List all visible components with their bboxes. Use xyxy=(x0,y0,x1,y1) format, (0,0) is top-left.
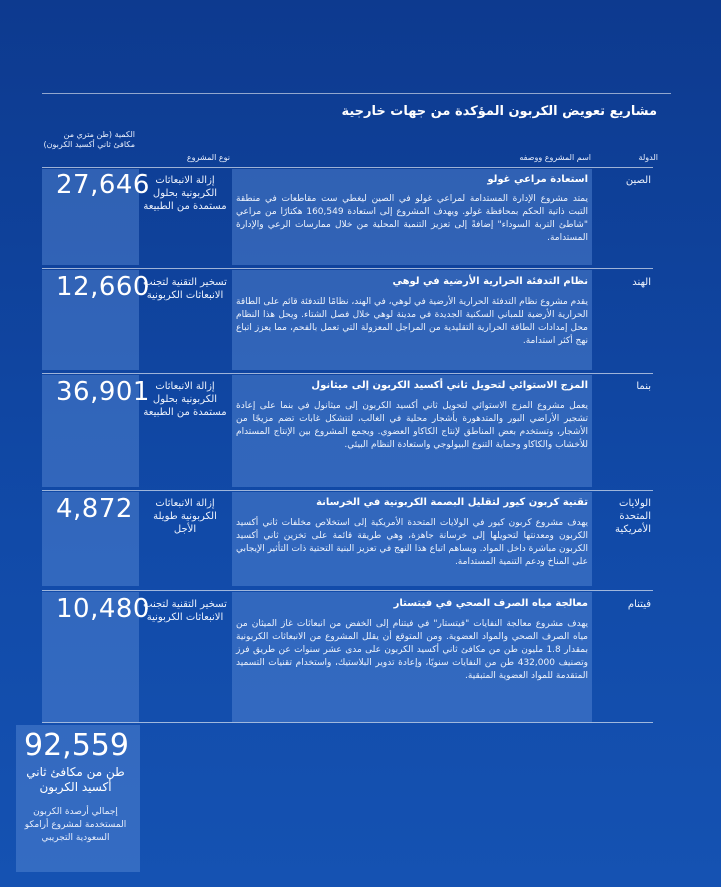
project-type: تسخير التقنية لتجنب الانبعاثات الكربونية xyxy=(143,277,227,301)
country-name: الولايات المتحدة الأمريكية xyxy=(614,498,651,535)
header-quantity: الكمية (طن متري من مكافئ ثاني أكسيد الكربون) xyxy=(43,130,135,149)
project-description: يقدم مشروع نظام التدفئة الحرارية الأرضية في لوهي، في الهند، نظامًا للتدفئة قائم على الطاقة الحرارية الأرضية للمباني السكنية الجديدة في مدينة لوهي خلال فصل الشتاء. ويحل هذا النظام محل إمدادات الطاقة الحرارية التقليدية من المراجل المعزولة التي تعمل بالفحم، مما يعزز اتباع نهج أكثر استدامة. xyxy=(236,297,588,346)
total-value: 92,559 xyxy=(24,728,129,763)
project-type: إزالة الانبعاثات الكربونية بحلول مستمدة من الطبيعة xyxy=(143,175,227,212)
project-name: المزج الاستوائي لتحويل ثاني أكسيد الكربون إلى ميثانول xyxy=(311,380,588,391)
project-name: استعادة مراعي غولو xyxy=(487,174,588,185)
quantity-value: 4,872 xyxy=(56,494,133,524)
header-country: الدولة xyxy=(638,153,658,162)
row-divider xyxy=(42,590,653,591)
quantity-value: 27,646 xyxy=(56,170,150,200)
country-name: الهند xyxy=(632,277,651,288)
project-description: يمتد مشروع الإدارة المستدامة لمراعي غولو في الصين ليغطي ست مقاطعات في منطقة التبت ذاتية الحكم بمحافظة غولو. ويهدف المشروع إلى استعادة 160,549 هكتارًا من مراعي "شاطئ التربة السوداء" إضافةً إلى تعزيز التنمية المحلية من خلال ممارسات الرعي والإدارة المستدامة. xyxy=(236,194,588,243)
row-divider xyxy=(42,167,653,168)
project-type: تسخير التقنية لتجنب الانبعاثات الكربونية xyxy=(143,599,227,623)
project-description: يهدف مشروع معالجة النفايات "فيتستار" في فيتنام إلى الخفض من انبعاثات غاز الميثان من مياه الصرف الصحي والمواد العضوية. ومن المتوقع أن يقلل المشروع من الانبعاثات الكربونية بمقدار 1.8 مليون طن من مكافئ ثاني أكسيد الكربون على مدى عشر سنوات عن طريق فرز وتصنيف 432,000 طن من النفايات سنويًا، وإعادة تدوير البلاستيك، واستخدام تقنيات التسميد المتقدمة للمواد العضوية المتبقية. xyxy=(236,619,589,681)
header-project-name: اسم المشروع ووصفه xyxy=(519,153,591,162)
row-divider xyxy=(42,268,653,269)
section-title: مشاريع تعويض الكربون المؤكدة من جهات خارجية xyxy=(341,104,657,119)
quantity-value: 12,660 xyxy=(56,272,150,302)
row-divider xyxy=(42,373,653,374)
project-description: يعمل مشروع المزج الاستوائي لتحويل ثاني أكسيد الكربون إلى ميثانول في بنما على إعادة تشجير الأراضي البور والمتدهورة بأشجار محلية في الغالب، لتتشكل غابات تضم مزيجًا من الأشجار، وتستخدم بعض المناطق لإنتاج الكاكاو العضوي. ويجمع المشروع بين الإنتاج المستدام للأخشاب والكاكاو وحماية التنوع البيولوجي واستعادة النظام البيئي. xyxy=(236,401,588,450)
project-name: نظام التدفئة الحرارية الأرضية في لوهي xyxy=(392,276,588,287)
top-rule xyxy=(42,93,671,94)
total-unit: طن من مكافئ ثاني أكسيد الكربون xyxy=(26,765,125,794)
header-project-type: نوع المشروع xyxy=(186,153,230,162)
project-type: إزالة الانبعاثات الكربونية طويلة الأجل xyxy=(153,498,217,535)
row-divider xyxy=(42,722,653,723)
project-type: إزالة الانبعاثات الكربونية بحلول مستمدة من الطبيعة xyxy=(143,381,227,418)
project-name: معالجة مياه الصرف الصحي في فيتستار xyxy=(393,598,588,609)
country-name: الصين xyxy=(625,175,651,186)
country-name: بنما xyxy=(636,381,651,392)
quantity-value: 36,901 xyxy=(56,377,150,407)
row-divider xyxy=(42,490,653,491)
project-name: تقنية كربون كيور لتقليل البصمة الكربونية في الخرسانة xyxy=(316,497,588,508)
country-name: فيتنام xyxy=(627,599,651,610)
quantity-value: 10,480 xyxy=(56,594,150,624)
project-description: يهدف مشروع كربون كيور في الولايات المتحدة الأمريكية إلى استخلاص مخلفات ثاني أكسيد الكربون ومعدنتها لتحويلها إلى خرسانة جاهزة، وهي طريقة قائمة على تخزين ثاني أكسيد الكربون مباشرة داخل المواد. ويساهم اتباع هذا النهج في تعزيز البنية التحتية ذات التأثير الإيجابي على المناخ ودعم التنمية المستدامة. xyxy=(236,518,588,567)
total-note: إجمالي أرصدة الكربون المستخدمة لمشروع أرامكو السعودية التجريبي xyxy=(24,807,127,843)
